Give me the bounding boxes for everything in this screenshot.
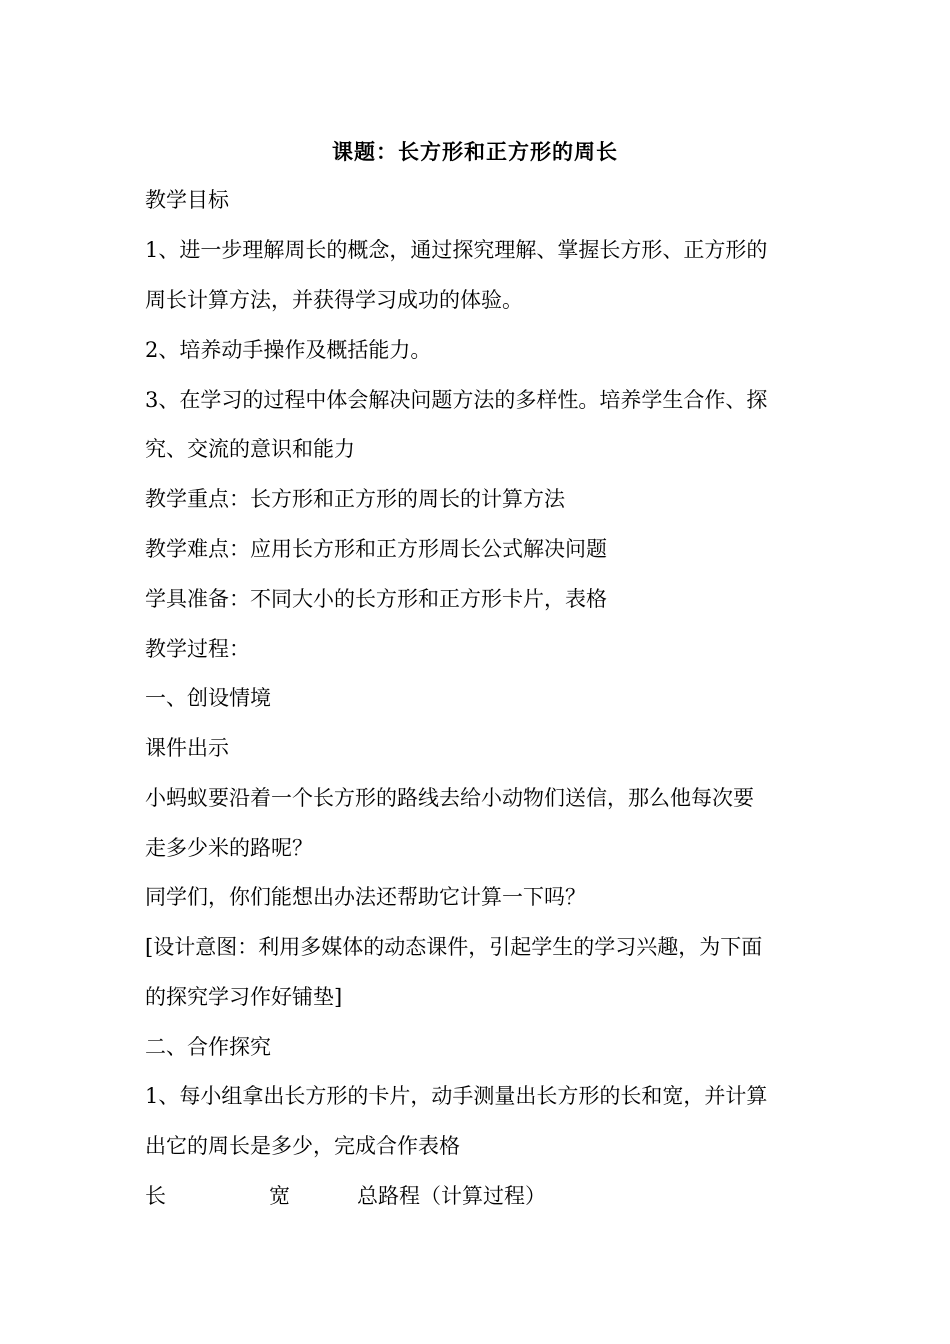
- text-line: 小蚂蚁要沿着一个长方形的路线去给小动物们送信，那么他每次要: [145, 786, 754, 810]
- table-header-total: 总路程（计算过程）: [357, 1184, 546, 1208]
- text-line: 1、进一步理解周长的概念，通过探究理解、掌握长方形、正方形的: [145, 238, 768, 262]
- text-line: 一、创设情境: [145, 686, 271, 710]
- text-line: 学具准备：不同大小的长方形和正方形卡片，表格: [145, 587, 607, 611]
- table-header-width: 宽: [269, 1184, 290, 1208]
- text-line: [设计意图：利用多媒体的动态课件，引起学生的学习兴趣，为下面: [145, 935, 763, 959]
- text-line: 2、培养动手操作及概括能力。: [145, 338, 432, 362]
- text-line: 出它的周长是多少，完成合作表格: [145, 1134, 460, 1158]
- page-title: 课题：长方形和正方形的周长: [332, 139, 618, 164]
- text-line: 教学重点：长方形和正方形的周长的计算方法: [145, 487, 565, 511]
- text-line: 周长计算方法，并获得学习成功的体验。: [145, 288, 523, 312]
- text-line: 1、每小组拿出长方形的卡片，动手测量出长方形的长和宽，并计算: [145, 1084, 768, 1108]
- text-line: 教学难点：应用长方形和正方形周长公式解决问题: [145, 537, 607, 561]
- text-line: 究、交流的意识和能力: [145, 437, 355, 461]
- table-header-length: 长: [145, 1184, 166, 1208]
- text-line: 3、在学习的过程中体会解决问题方法的多样性。培养学生合作、探: [145, 388, 768, 412]
- text-line: 二、合作探究: [145, 1035, 271, 1059]
- text-line: 教学目标: [145, 188, 229, 212]
- text-line: 课件出示: [145, 736, 229, 760]
- text-line: 的探究学习作好铺垫]: [145, 985, 343, 1009]
- text-line: 走多少米的路呢？: [145, 836, 313, 860]
- text-line: 同学们，你们能想出办法还帮助它计算一下吗？: [145, 885, 586, 909]
- text-line: 教学过程：: [145, 637, 250, 661]
